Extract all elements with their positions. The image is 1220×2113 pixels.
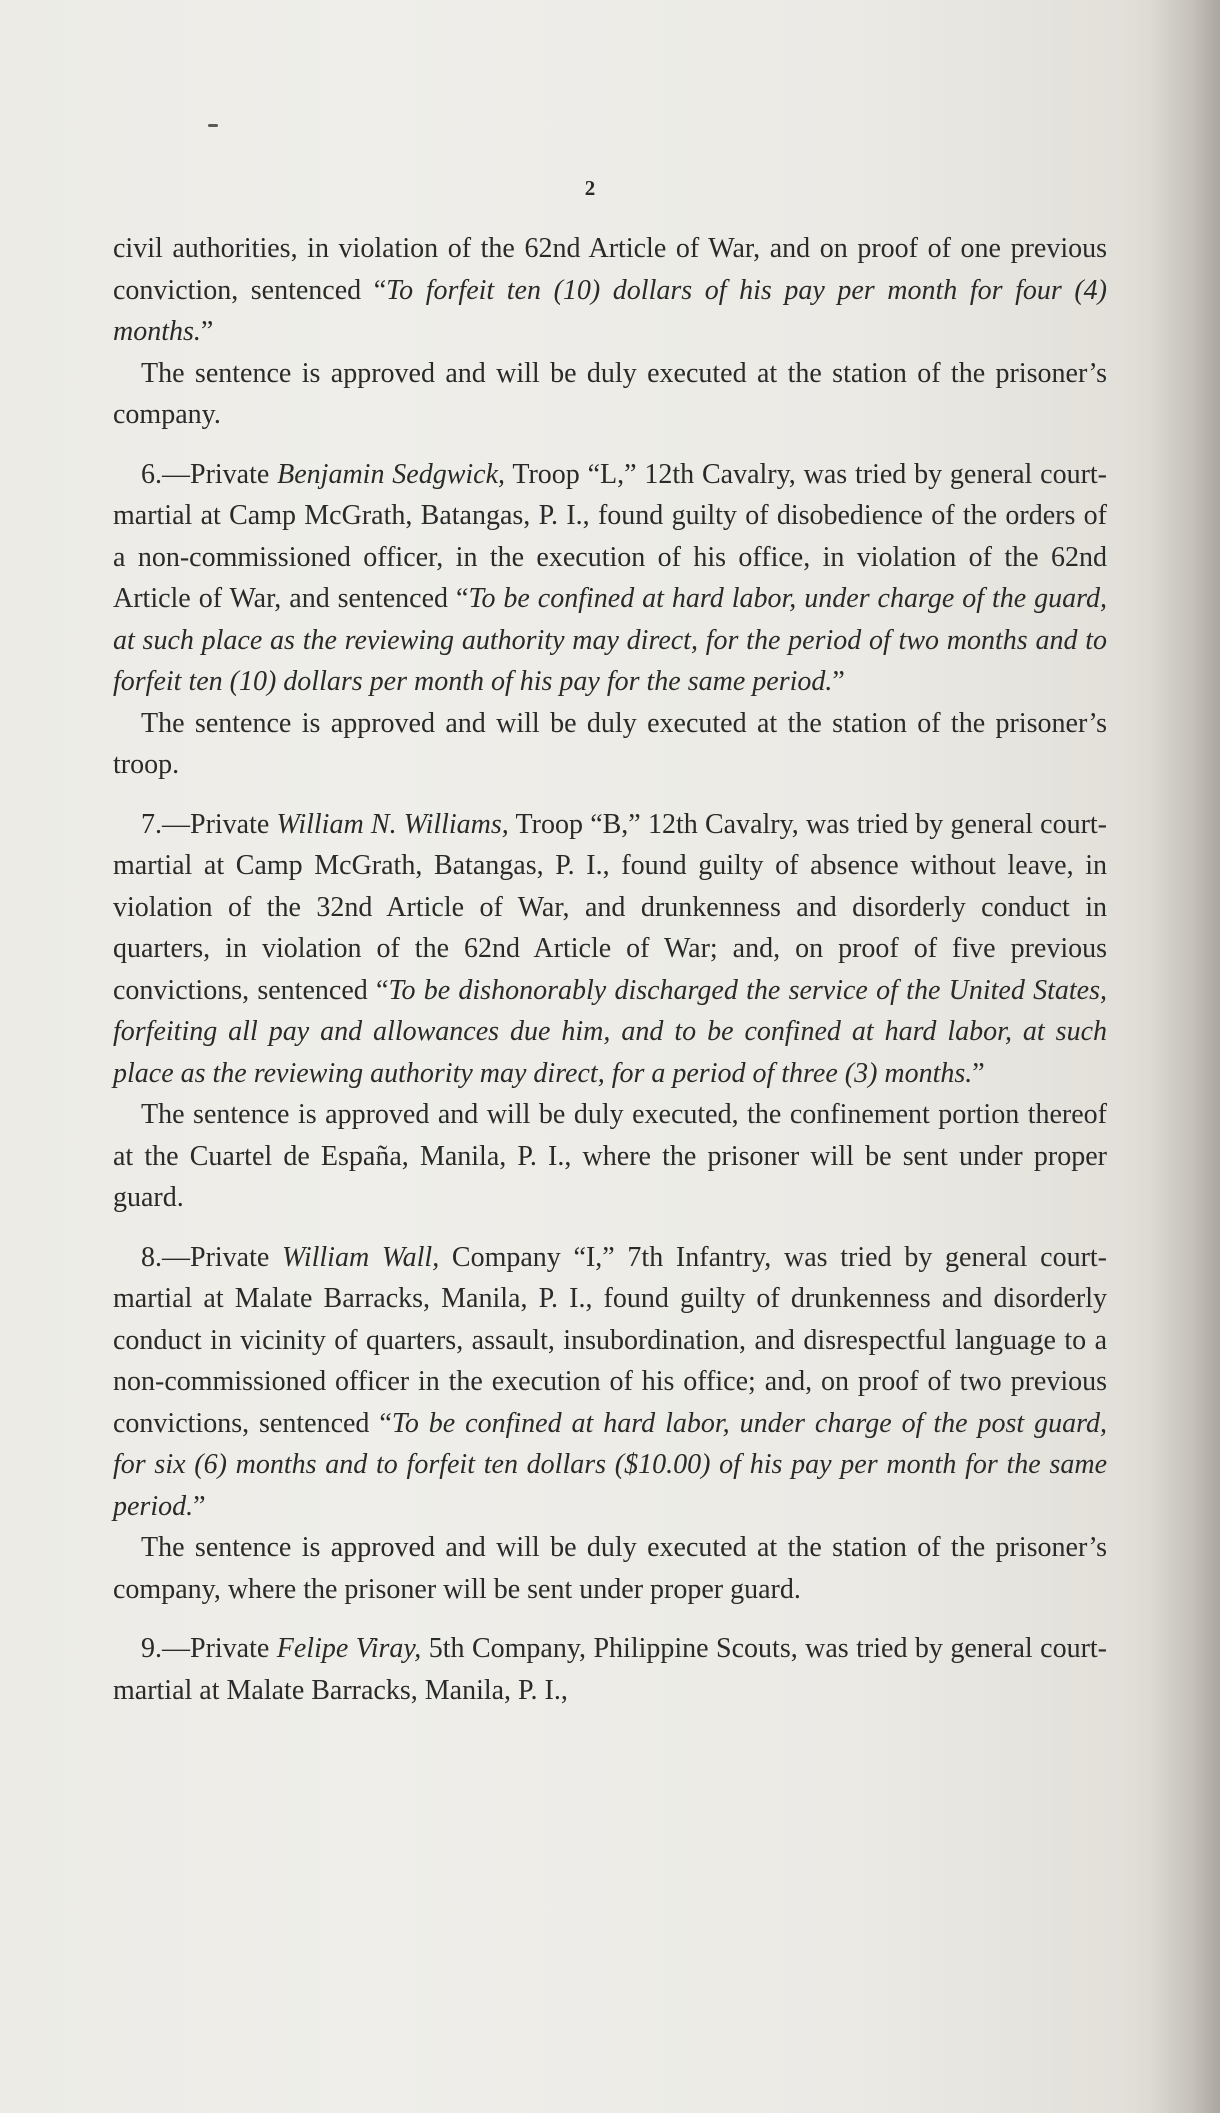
text-run: Company “I,” 7th Infantry, was tried by general court-martial at Malate Barracks, Manila, P. I., found guilty of drunkenness and disorderly conduct in vicinity of quarters, assault, insubordination, and disrespectful language to a non-commissioned officer in the execution of his office; and, on proof of two previous convictions, sentenced “ — [113, 1241, 1107, 1439]
italic-text-run: To be confined at hard labor, under charge of the post guard, for six (6) months and to forfeit ten dollars ($10.00) of his pay per month for the same period. — [113, 1407, 1108, 1522]
text-run: The sentence is approved and will be duly executed at the station of the prisoner’s company, where the prisoner will be sent under proper guard. — [113, 1532, 1107, 1605]
page-number: 2 — [584, 176, 596, 200]
text-run: 9.—Private — [141, 1633, 277, 1664]
text-run: ” — [972, 1057, 985, 1089]
page-edge-shadow — [1150, 0, 1220, 2113]
paragraph-case-8 — [113, 1237, 1107, 1528]
text-run: Troop “B,” 12th Cavalry, was tried by general court-martial at Camp McGrath, Batangas, P. I., found guilty of absence without leave, in violation of the 32nd Article of War, and drunkenness and disorderly conduct in quarters, in violation of the 62nd Article of War; and, on proof of five previous convictions, sentenced “ — [113, 808, 1108, 1006]
document-body — [113, 228, 1107, 1711]
paragraph-approval-7 — [113, 1094, 1107, 1219]
italic-text-run: To be confined at hard labor, under charge of the guard, at such place as the reviewing authority may direct, for the period of two months and to forfeit ten (10) dollars per month of his pay for the same period. — [113, 583, 1107, 697]
paragraph-case-7 — [113, 804, 1107, 1095]
text-run: The sentence is approved and will be duly executed at the station of the prisoner’s company. — [113, 357, 1107, 430]
text-run: 8.—Private — [141, 1241, 283, 1273]
italic-text-run: To forfeit ten (10) dollars of his pay per month for four (4) months. — [113, 274, 1107, 347]
paragraph-case-5-continuation — [113, 228, 1107, 353]
text-run: 7.—Private — [141, 808, 277, 840]
paragraph-approval-6 — [113, 703, 1107, 786]
text-run: The sentence is approved and will be duly executed, the confinement portion thereof at the Cuartel de España, Manila, P. I., where the prisoner will be sent under proper guard. — [113, 1099, 1107, 1213]
text-run: The sentence is approved and will be duly executed at the station of the prisoner’s troop. — [113, 707, 1107, 780]
text-run: ” — [200, 316, 214, 347]
text-run: ” — [193, 1490, 206, 1522]
paragraph-case-6 — [113, 454, 1107, 703]
italic-text-run: William Wall, — [282, 1241, 440, 1273]
paper-speck — [208, 124, 218, 127]
text-run: 6.—Private — [141, 458, 278, 490]
text-run: ” — [832, 666, 845, 697]
text-run: Troop “L,” 12th Cavalry, was tried by general court-martial at Camp McGrath, Batangas, P. I., found guilty of disobedience of the orders of a non-commissioned officer, in the execution of his office, in violation of the 62nd Article of War, and sentenced “ — [113, 458, 1107, 614]
paragraph-approval-8 — [113, 1527, 1107, 1610]
italic-text-run: William N. Williams, — [276, 808, 509, 840]
italic-text-run: Benjamin Sedgwick, — [277, 458, 506, 490]
paragraph-case-9 — [113, 1628, 1107, 1711]
italic-text-run: Felipe Viray, — [276, 1633, 422, 1664]
paragraph-approval-5 — [113, 353, 1107, 436]
text-run: 5th Company, Philippine Scouts, was tried by general court-martial at Malate Barracks, Manila, P. I., — [113, 1633, 1108, 1706]
text-run: civil authorities, in violation of the 62nd Article of War, and on proof of one previous conviction, sentenced “ — [113, 233, 1107, 306]
italic-text-run: To be dishonorably discharged the service of the United States, forfeiting all pay and allowances due him, and to be confined at hard labor, at such place as the reviewing authority may direct, for a period of three (3) months. — [113, 974, 1107, 1089]
